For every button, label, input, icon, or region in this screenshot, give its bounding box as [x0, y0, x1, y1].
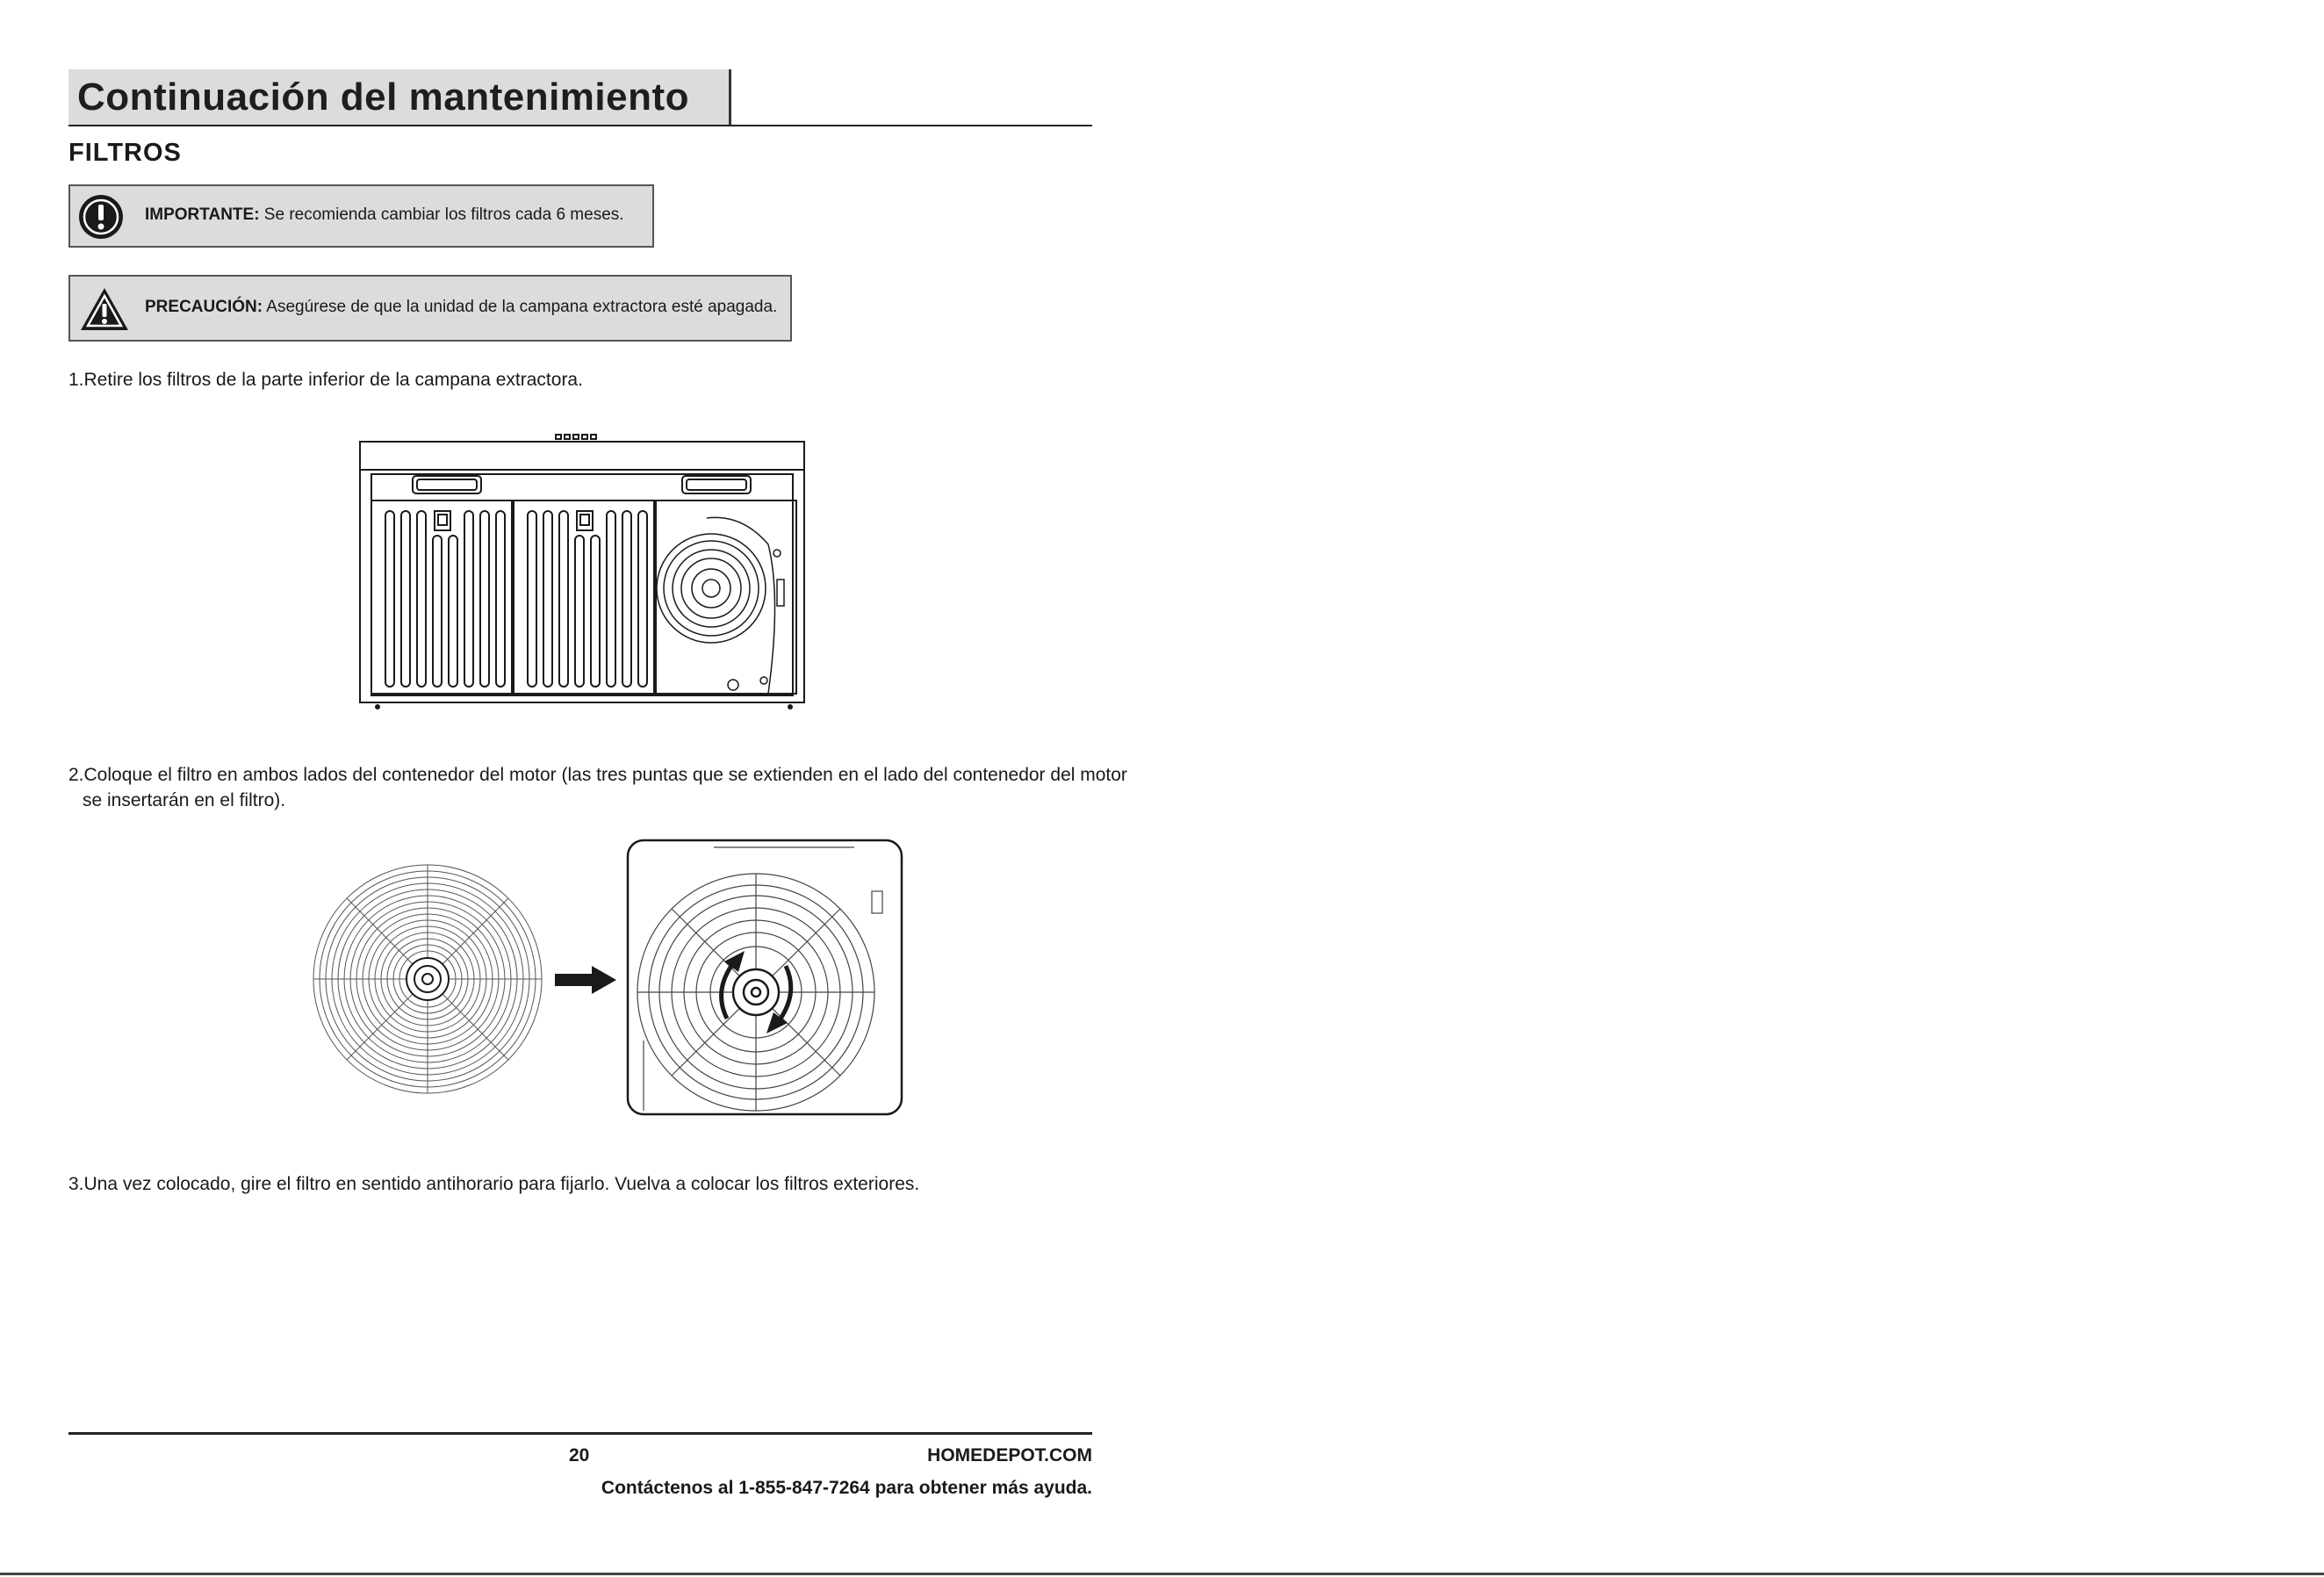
circular-filter-illustration — [309, 861, 546, 1098]
caution-notice — [68, 275, 792, 342]
caution-message: Asegúrese de que la unidad de la campana extractora esté apagada. — [263, 298, 778, 316]
important-label: IMPORTANTE: — [145, 205, 260, 224]
caution-label: PRECAUCIÓN: — [145, 298, 263, 316]
important-notice-text — [145, 205, 624, 225]
important-message: Se recomienda cambiar los filtros cada 6 meses. — [259, 205, 624, 224]
section-title: FILTROS — [68, 139, 182, 167]
step-1-text: 1.Retire los filtros de la parte inferior de la campana extractora. — [68, 370, 583, 390]
important-notice — [68, 184, 654, 248]
page-bottom-border — [0, 1573, 2324, 1575]
footer-rule — [68, 1432, 1092, 1435]
motor-container-illustration — [626, 839, 905, 1118]
step-2-line-1: 2.Coloque el filtro en ambos lados del contenedor del motor (las tres puntas que se extienden en el lado del contenedor del motor — [68, 765, 1127, 785]
step-3-text: 3.Una vez colocado, gire el filtro en sentido antihorario para fijarlo. Vuelva a colocar los filtros exteriores. — [68, 1174, 920, 1194]
caution-notice-text — [145, 298, 777, 317]
step-2-line-2: se insertarán en el filtro). — [83, 790, 286, 810]
page-number: 20 — [569, 1445, 590, 1465]
exclamation-circle-icon — [77, 193, 125, 241]
range-hood-illustration — [356, 430, 808, 716]
footer-website: HOMEDEPOT.COM — [927, 1445, 1092, 1465]
page-title: Continuación del mantenimiento — [77, 76, 690, 119]
header-rule — [68, 125, 1092, 126]
warning-triangle-icon — [79, 285, 130, 333]
footer-contact: Contáctenos al 1-855-847-7264 para obtener más ayuda. — [601, 1478, 1092, 1498]
arrow-right-icon — [555, 964, 618, 996]
